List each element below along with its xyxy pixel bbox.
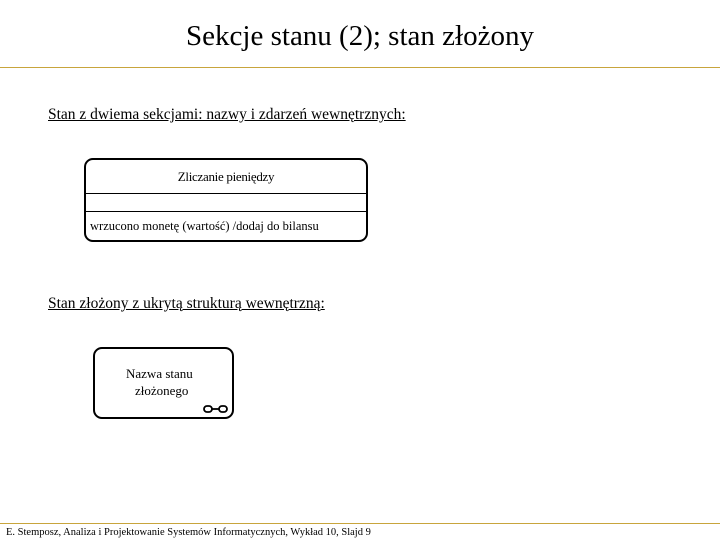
composite-state — [93, 347, 234, 419]
top-divider — [0, 67, 720, 68]
composite-state-icon — [203, 403, 229, 415]
section2-heading: Stan złożony z ukrytą strukturą wewnętrzną: — [48, 295, 325, 312]
two-section-state — [84, 158, 368, 242]
composite-state-name-line1: Nazwa stanu — [126, 366, 193, 381]
section-divider — [86, 211, 366, 212]
section-divider — [86, 193, 366, 194]
state-name: Zliczanie pieniędzy — [177, 169, 275, 184]
section1-heading: Stan z dwiema sekcjami: nazwy i zdarzeń wewnętrznych: — [48, 106, 406, 123]
bottom-divider — [0, 523, 720, 524]
internal-event: wrzucono monetę (wartość) /dodaj do bilansu — [90, 219, 319, 233]
composite-state-name-line2: złożonego — [135, 383, 189, 398]
slide-footer: E. Stemposz, Analiza i Projektowanie Systemów Informatycznych, Wykład 10, Slajd 9 — [6, 527, 371, 538]
slide-title: Sekcje stanu (2); stan złożony — [186, 20, 534, 52]
